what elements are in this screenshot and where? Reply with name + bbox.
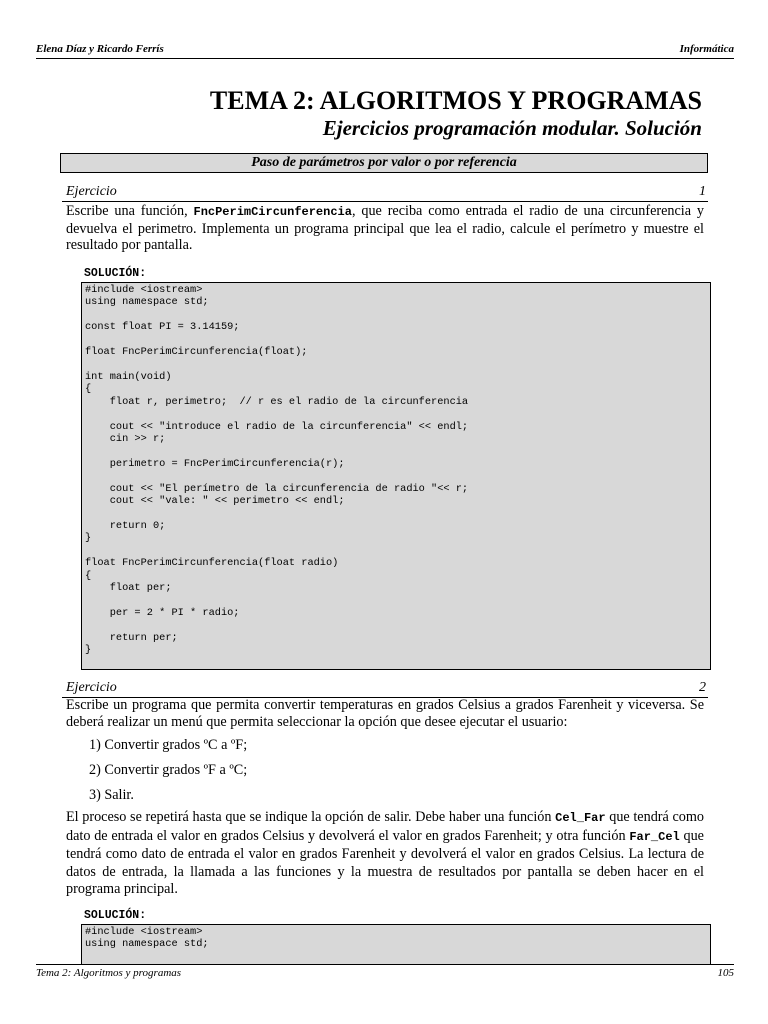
solution-label: SOLUCIÓN:	[84, 267, 147, 280]
exercise-1-statement	[66, 203, 704, 254]
page-number: 105	[717, 967, 734, 979]
exercise-2-intro: Escribe un programa que permita convertir temperaturas en grados Celsius a grados Farenheit y viceversa. Se deberá realizar un menú que permita seleccionar la opción que desee ejecutar el usuario:	[66, 697, 704, 730]
statement-text: que tendrá como dato de entrada el valor en grados Farenheit y devolverá el valor en grados Celsius. La lectura de datos de entrada, la llamada a las funciones y la muestra de resultados por pantalla se deben hacer en el programa principal.	[66, 827, 704, 897]
statement-text: que tendrá como dato de entrada el valor en grados Celsius y devolverá el valor en grados Farenheit; y otra función	[66, 809, 704, 844]
footer-divider	[36, 964, 734, 965]
function-name: Far_Cel	[629, 829, 680, 844]
header-divider	[36, 58, 734, 59]
exercise-divider	[62, 201, 708, 202]
function-name: Cel_Far	[555, 811, 606, 825]
code-block-2	[81, 924, 711, 964]
exercise-label: Ejercicio	[66, 680, 117, 695]
exercise-1-heading	[66, 184, 706, 200]
statement-text: Escribe una función,	[66, 203, 194, 219]
solution-label: SOLUCIÓN:	[84, 909, 147, 922]
code-text: #include <iostream> using namespace std;	[85, 926, 209, 951]
statement-text: , que reciba como entrada el radio de una circunferencia y devuelva el perimetro. Implementa un programa principal que lea el radio, calcule el perímetro y muestre el resultado por pantalla.	[66, 203, 704, 253]
function-name: FncPerimCircunferencia	[193, 205, 352, 219]
exercise-label: Ejercicio	[66, 184, 117, 199]
code-text: #include <iostream> using namespace std; const float PI = 3.14159; float FncPerimCircunferencia(float); int main(void) { float r, perimetro; // r es el radio de la circunferencia cout << "introduce el radio de la circunferencia" << endl; cin >> r; perimetro = FncPerimCircunferencia(r); cout << "El perímetro de la circunferencia de radio "<< r; cout << "vale: " << perimetro << endl; return 0; } float FncPerimCircunferencia(float radio) { float per; per = 2 * PI * radio; return per; }	[85, 284, 469, 657]
menu-option-3: 3) Salir.	[89, 787, 134, 803]
exercise-number: 1	[699, 184, 706, 199]
page-title: TEMA 2: ALGORITMOS Y PROGRAMAS	[209, 86, 702, 115]
page-subtitle: Ejercicios programación modular. Solución	[322, 116, 702, 140]
header-authors: Elena Díaz y Ricardo Ferrís	[36, 43, 164, 55]
footer-chapter: Tema 2: Algoritmos y programas	[36, 967, 182, 979]
exercise-2-statement	[66, 809, 704, 899]
statement-text: El proceso se repetirá hasta que se indique la opción de salir. Debe haber una función	[66, 809, 556, 825]
exercise-2-heading	[66, 680, 706, 696]
menu-option-2: 2) Convertir grados ºF a ºC;	[89, 762, 248, 778]
header-subject: Informática	[679, 43, 734, 55]
section-title: Paso de parámetros por valor o por referencia	[60, 153, 708, 173]
menu-option-1: 1) Convertir grados ºC a ºF;	[89, 737, 248, 753]
code-block-1	[81, 282, 711, 670]
exercise-number: 2	[699, 680, 706, 695]
